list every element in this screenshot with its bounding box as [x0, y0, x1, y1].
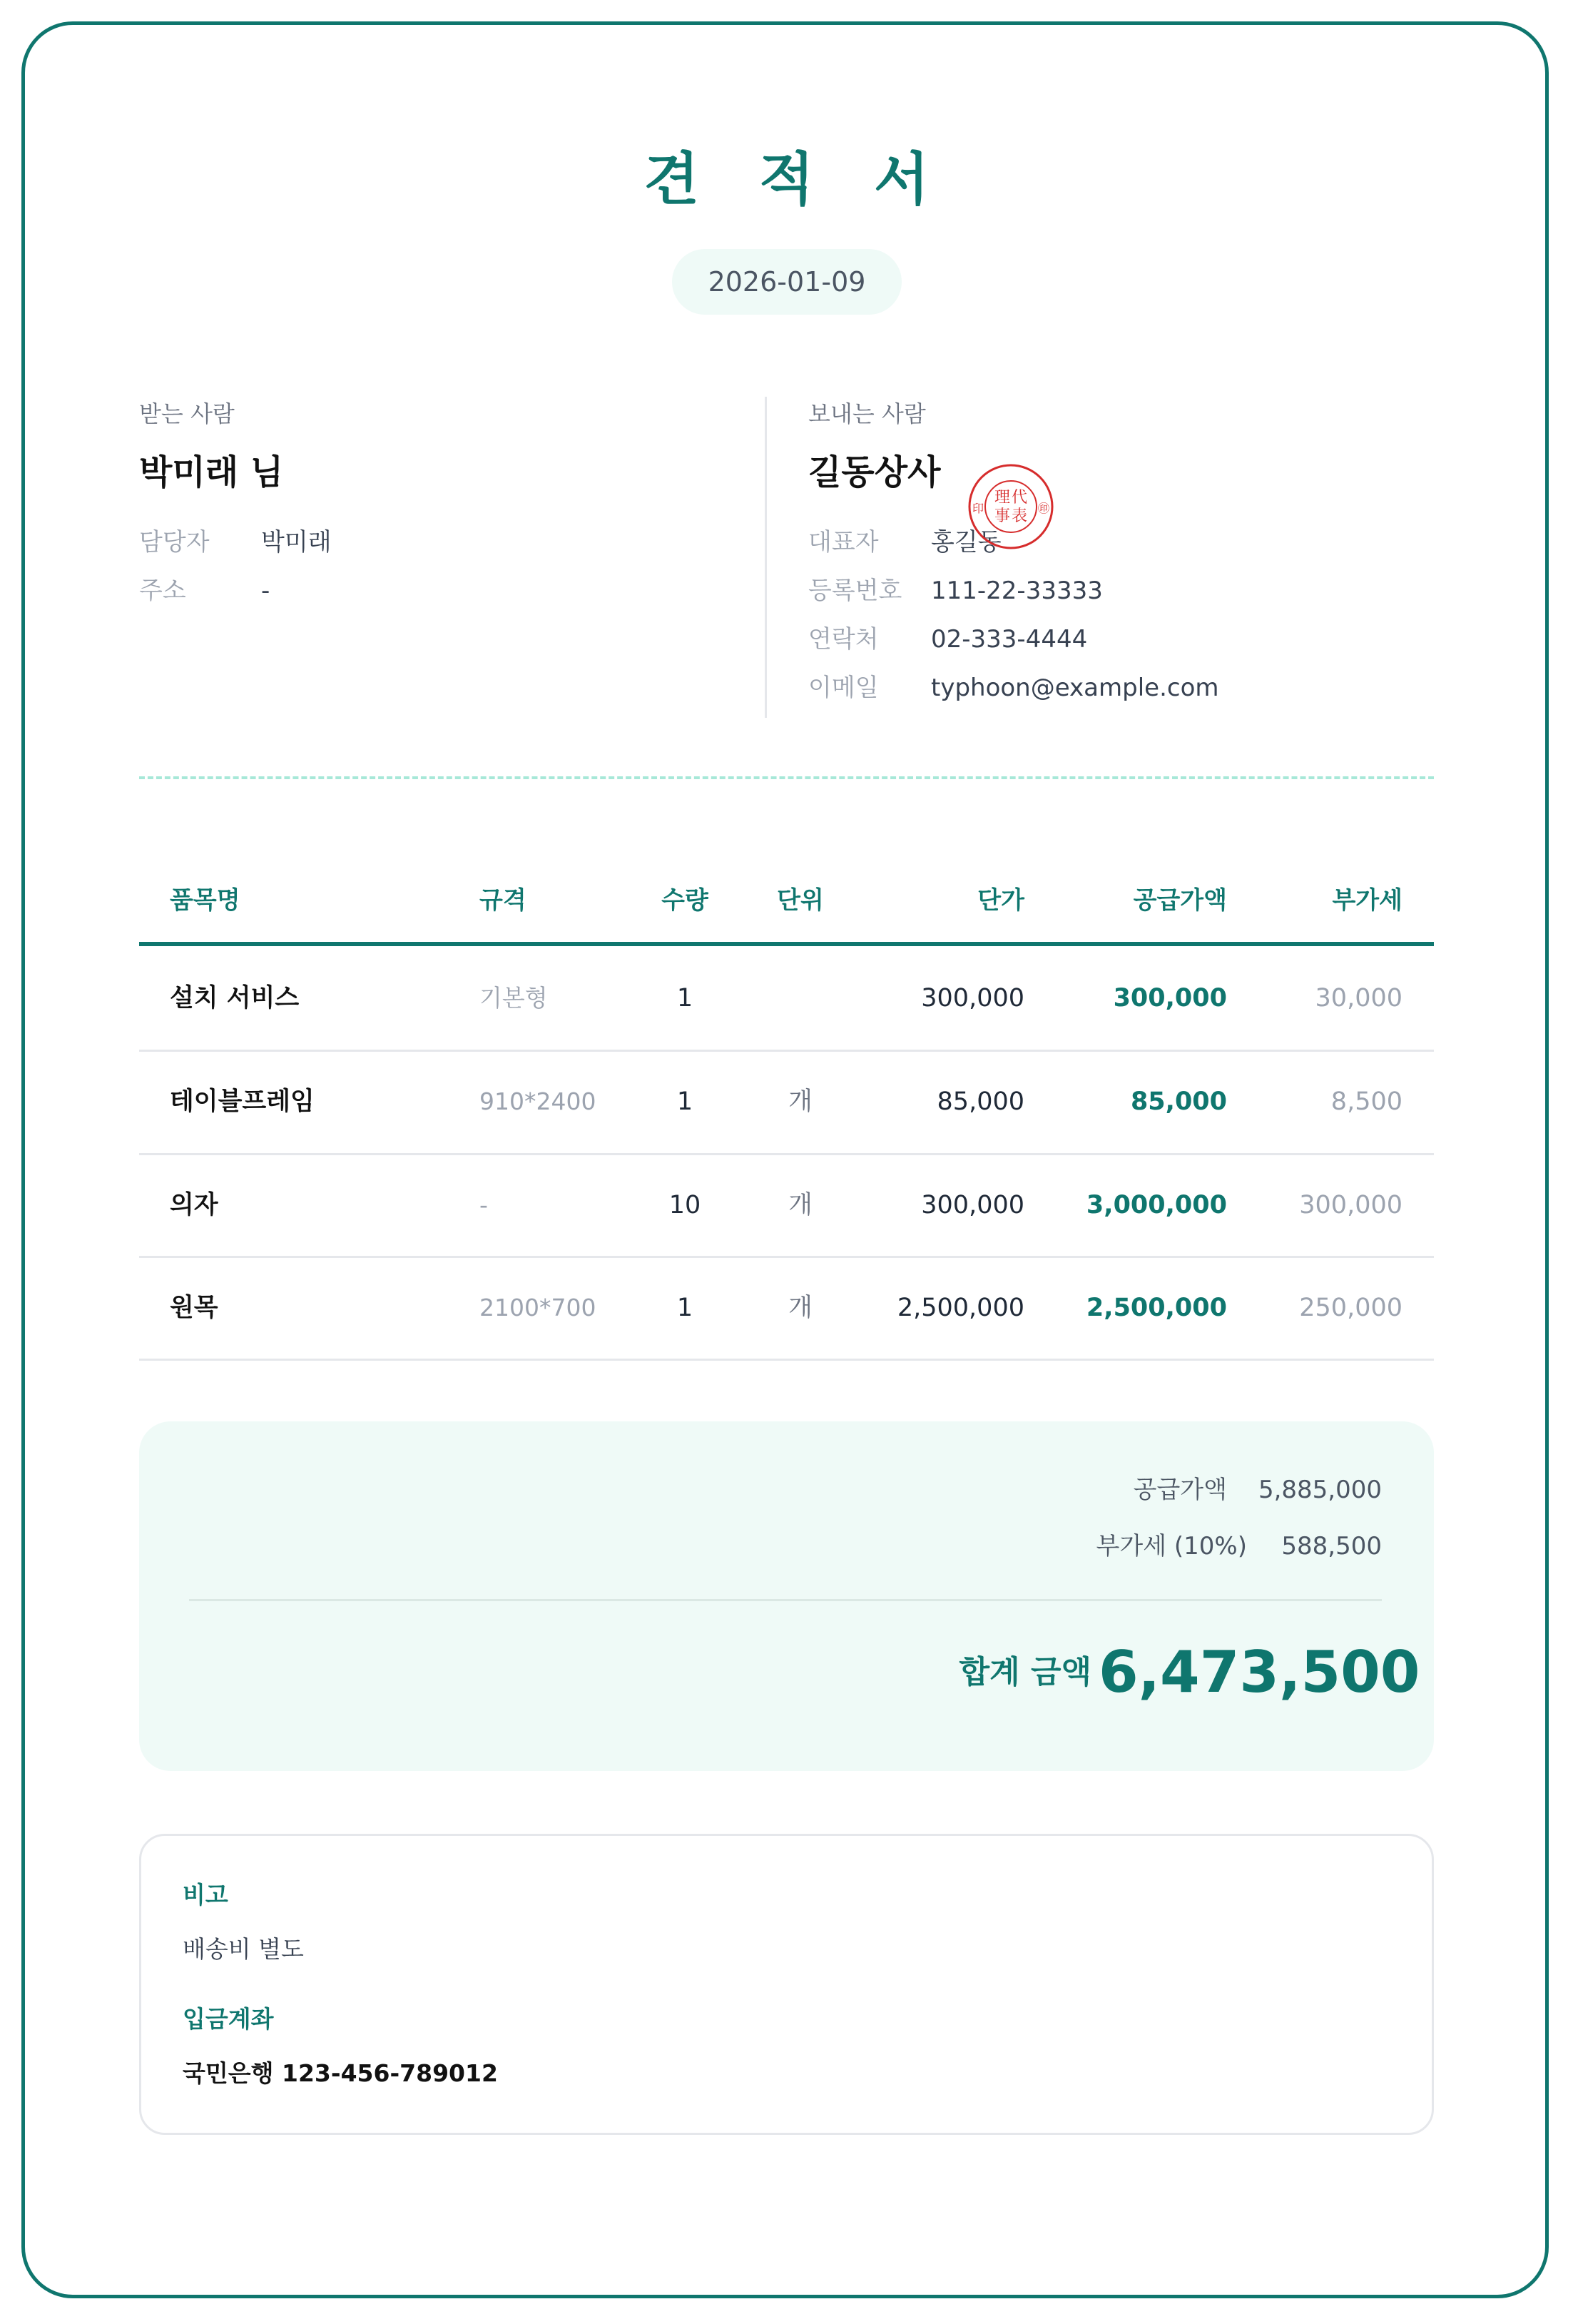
cell-spec: 기본형	[479, 984, 548, 1012]
cell-item-name: 원목	[170, 1294, 218, 1322]
cell-spec: -	[479, 1191, 488, 1219]
sender-section-label: 보내는 사람	[808, 400, 926, 427]
header-supply: 공급가액	[1133, 886, 1227, 915]
summary-vat-label: 부가세 (10%)	[1096, 1532, 1247, 1561]
recipient-field-value: 박미래	[261, 528, 332, 557]
cell-qty: 10	[668, 1191, 701, 1219]
seal-char: 理	[994, 489, 1011, 507]
summary-panel	[139, 1421, 1434, 1771]
summary-divider	[189, 1599, 1382, 1601]
table-row-divider	[139, 1256, 1434, 1258]
total-label: 합계 금액	[959, 1654, 1091, 1690]
header-item-name: 품목명	[170, 886, 240, 915]
cell-qty: 1	[676, 1087, 693, 1116]
summary-supply-value: 5,885,000	[1258, 1476, 1382, 1504]
cell-supply: 300,000	[1113, 984, 1227, 1013]
seal-char: ㊞	[1037, 502, 1050, 515]
header-qty: 수량	[661, 886, 708, 915]
header-unit: 단위	[777, 886, 824, 915]
table-row-divider	[139, 1050, 1434, 1052]
recipient-field-label: 주소	[139, 577, 186, 605]
table-row-divider	[139, 1359, 1434, 1361]
cell-supply: 85,000	[1130, 1087, 1227, 1116]
header-spec: 규격	[479, 886, 526, 915]
document-title: 견 적 서	[643, 146, 950, 213]
section-divider	[139, 776, 1434, 779]
table-header-rule	[139, 942, 1434, 946]
company-seal-icon	[967, 462, 1055, 551]
header-unit-price: 단가	[977, 886, 1024, 915]
cell-unit: 개	[788, 1191, 813, 1219]
cell-supply: 3,000,000	[1086, 1191, 1227, 1219]
seal-char: 事	[994, 507, 1011, 525]
cell-unit: 개	[788, 1294, 813, 1322]
cell-vat: 8,500	[1330, 1087, 1403, 1116]
remarks-text: 배송비 별도	[183, 1935, 304, 1963]
recipient-section-label: 받는 사람	[139, 400, 235, 427]
total-amount: 6,473,500	[1099, 1639, 1420, 1705]
sender-field-label: 이메일	[808, 674, 879, 702]
seal-char: 代	[1011, 489, 1028, 507]
party-divider	[765, 397, 767, 718]
table-row-divider	[139, 1153, 1434, 1155]
summary-vat-value: 588,500	[1281, 1532, 1382, 1561]
sender-field-label: 대표자	[808, 528, 879, 557]
header-vat: 부가세	[1332, 886, 1403, 915]
cell-vat: 300,000	[1299, 1191, 1403, 1219]
sender-field-label: 등록번호	[808, 577, 902, 605]
recipient-field-label: 담당자	[139, 528, 210, 557]
remarks-label: 비고	[183, 1881, 228, 1909]
cell-item-name: 테이블프레임	[170, 1087, 315, 1116]
notes-panel	[139, 1834, 1434, 2135]
cell-unit-price: 300,000	[921, 1191, 1024, 1219]
cell-spec: 910*2400	[479, 1087, 596, 1115]
cell-qty: 1	[676, 984, 693, 1013]
sender-field-value: 111-22-33333	[931, 577, 1103, 605]
sender-company: 길동상사	[808, 452, 941, 492]
sender-field-label: 연락처	[808, 625, 879, 654]
cell-spec: 2100*700	[479, 1294, 596, 1321]
cell-supply: 2,500,000	[1086, 1294, 1227, 1322]
cell-qty: 1	[676, 1294, 693, 1322]
cell-item-name: 설치 서비스	[170, 984, 300, 1013]
recipient-field-value: -	[261, 577, 270, 605]
seal-char: 表	[1011, 507, 1028, 525]
cell-vat: 250,000	[1299, 1294, 1403, 1322]
seal-char: 印	[972, 502, 984, 515]
summary-supply-label: 공급가액	[1133, 1476, 1227, 1504]
cell-unit: 개	[788, 1087, 813, 1116]
sender-field-value: typhoon@example.com	[931, 674, 1219, 702]
cell-item-name: 의자	[170, 1191, 218, 1219]
cell-unit-price: 85,000	[937, 1087, 1024, 1116]
sender-field-value: 홍길동	[931, 528, 1002, 557]
cell-vat: 30,000	[1315, 984, 1403, 1013]
cell-unit-price: 300,000	[921, 984, 1024, 1013]
account-label: 입금계좌	[183, 2005, 274, 2033]
recipient-name: 박미래 님	[139, 452, 284, 492]
sender-field-value: 02-333-4444	[931, 625, 1088, 654]
cell-unit-price: 2,500,000	[897, 1294, 1024, 1322]
account-text: 국민은행 123-456-789012	[183, 2059, 498, 2087]
document-date: 2026-01-09	[672, 249, 902, 315]
